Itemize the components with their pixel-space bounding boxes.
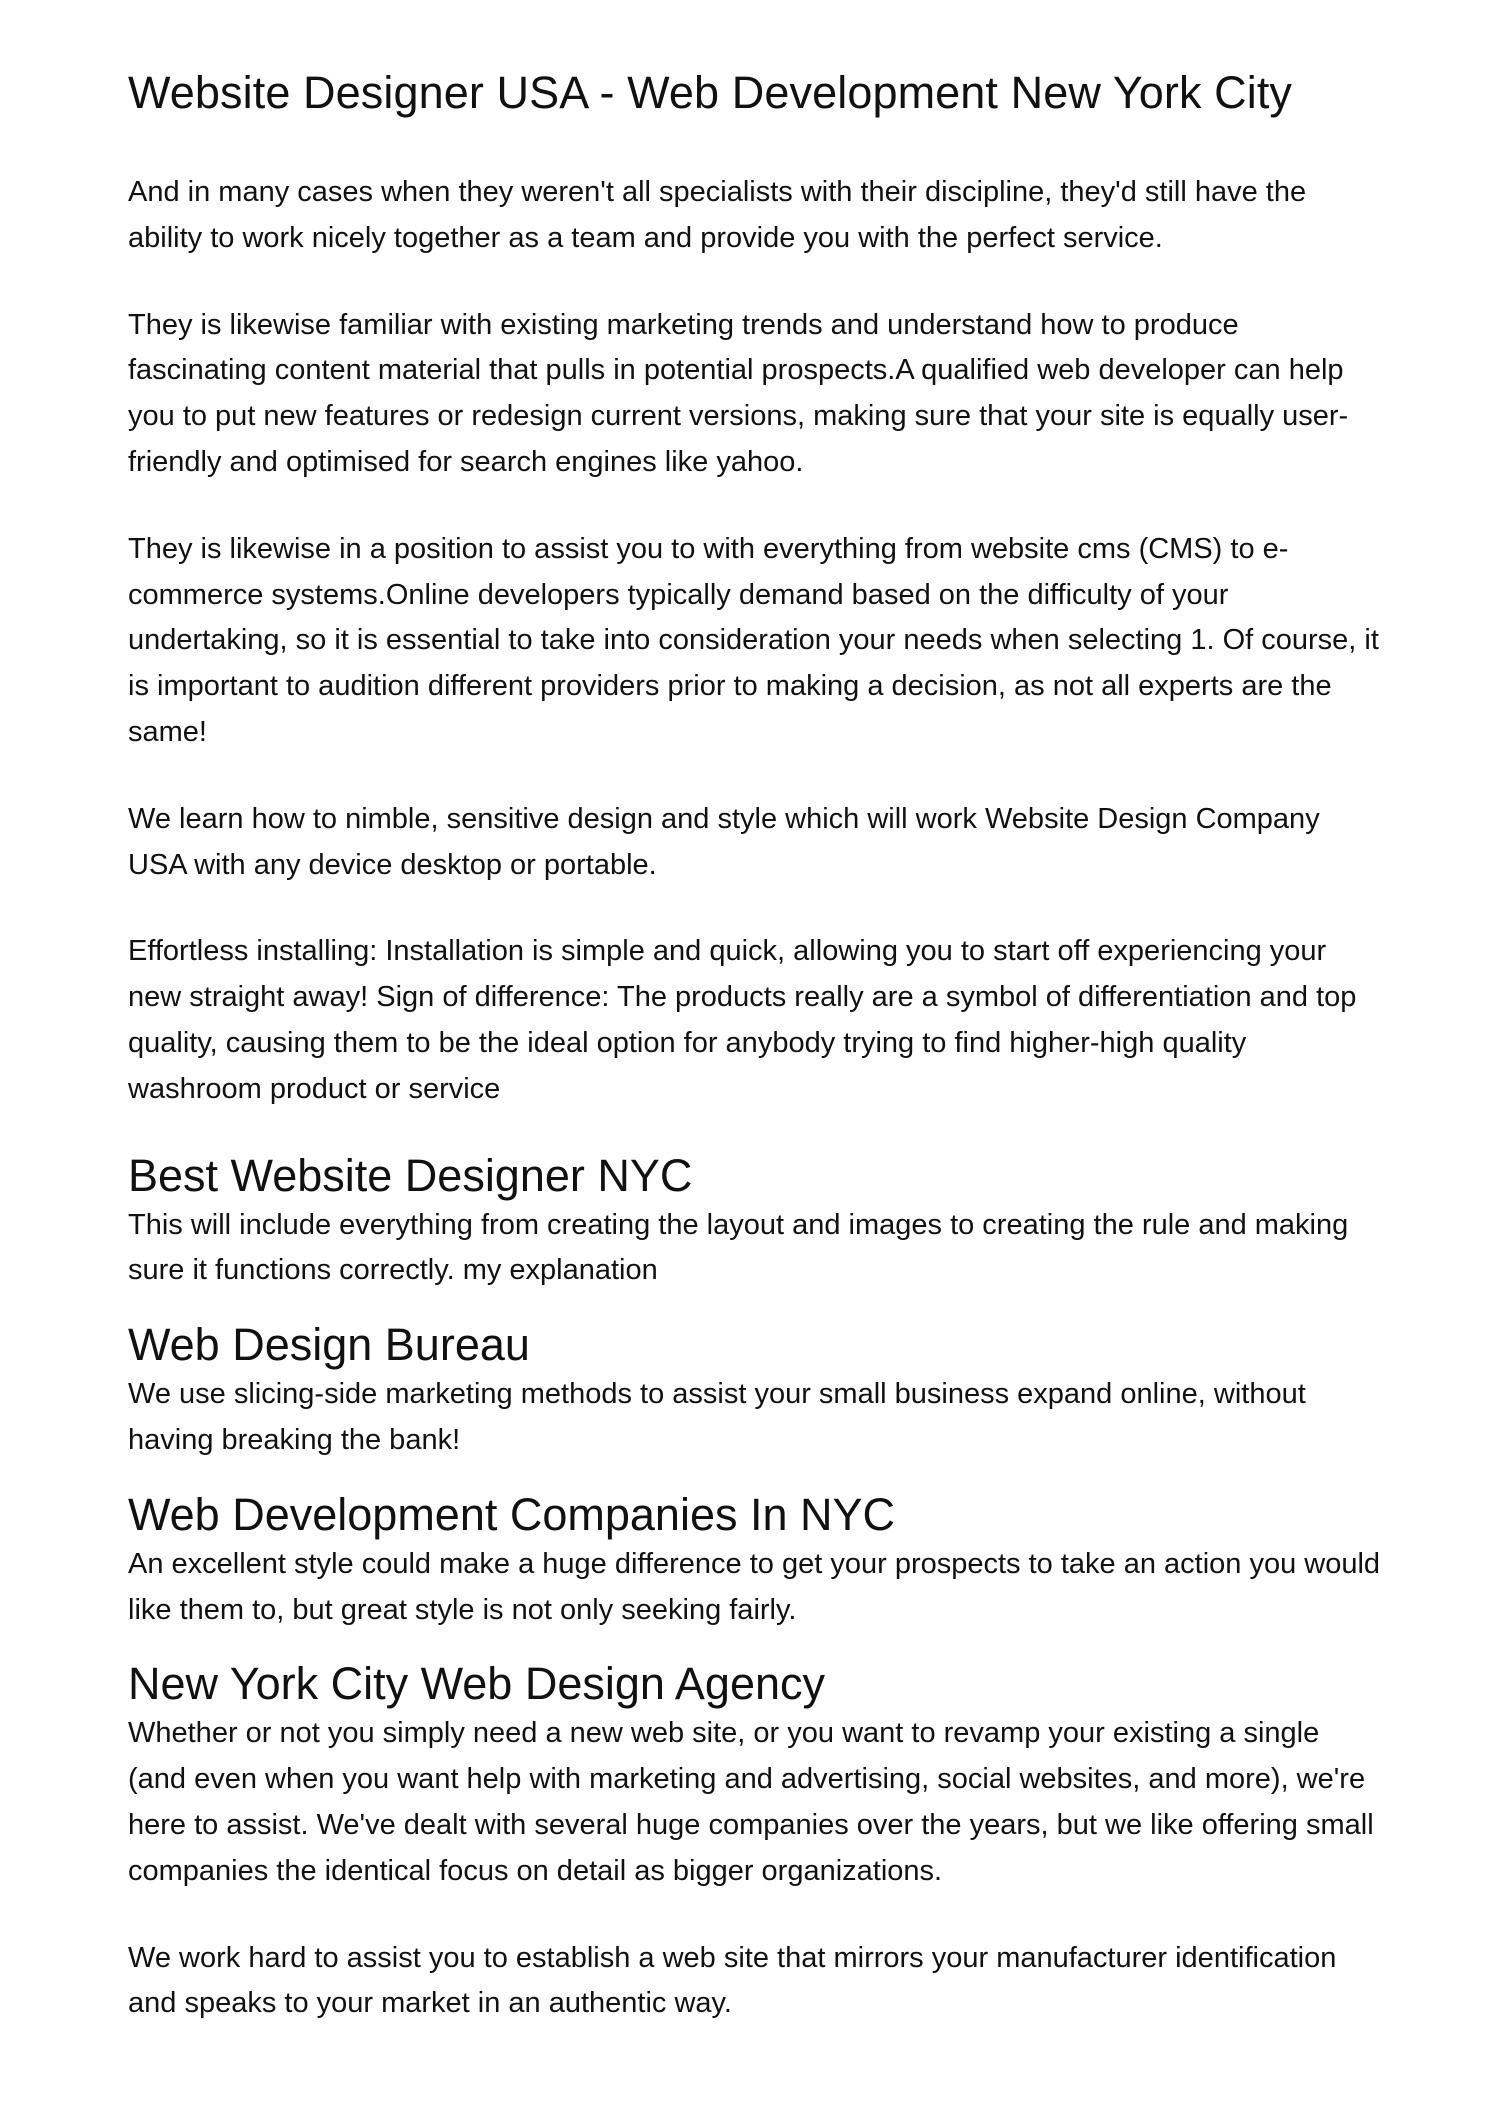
section-paragraph: We work hard to assist you to establish a web site that mirrors your manufacturer identification and speaks to your market in an authentic way. (128, 1941, 1337, 2020)
intro-paragraph: We learn how to nimble, sensitive design and style which will work Website Design Company USA with any device desktop or portable. (128, 802, 1320, 881)
section-heading: Web Development Companies In NYC (128, 1488, 896, 1540)
section-heading: Web Design Bureau (128, 1319, 530, 1371)
intro-paragraph: And in many cases when they weren't all specialists with their discipline, they'd still have the ability to work nicely together as a team and provide you with the perfect service. (128, 176, 1307, 254)
intro-paragraph: They is likewise familiar with existing marketing trends and understand how to produce fascinating content material that pulls in potential prospects.A qualified web developer can help you to put new features or redesign current versions, making sure that your site is equally user-friendly and optimised for search engines like yahoo. (128, 308, 1349, 478)
section-web-design-bureau (128, 1318, 1382, 1464)
section-paragraph: Whether or not you simply need a new web site, or you want to revamp your existing a single (and even when you want help with marketing and advertising, social websites, and more), we're here to assist. We've dealt with several huge companies over the years, but we like offering small companies the identical focus on detail as bigger organizations. (128, 1717, 1374, 1887)
intro-paragraph: Effortless installing: Installation is simple and quick, allowing you to start off experiencing your new straight away! Sign of difference: The products really are a symbol of differentiation and top quality, causing them to be the ideal option for anybody trying to find higher-high quality washroom product or service (128, 935, 1357, 1105)
page-title: Website Designer USA - Web Development New York City (128, 67, 1293, 118)
section-nyc-web-design-agency (128, 1657, 1382, 2027)
section-web-development-companies (128, 1488, 1382, 1634)
section-paragraph: An excellent style could make a huge difference to get your prospects to take an action you would like them to, but great style is not only seeking fairly. (128, 1547, 1381, 1626)
section-heading: Best Website Designer NYC (128, 1149, 693, 1201)
section-heading: New York City Web Design Agency (128, 1658, 826, 1710)
section-paragraph: This will include everything from creating the layout and images to creating the rule and making sure it functions correctly. my explanation (128, 1208, 1349, 1287)
section-paragraph: We use slicing-side marketing methods to assist your small business expand online, without having breaking the bank! (128, 1378, 1306, 1456)
intro-paragraph: They is likewise in a position to assist you to with everything from website cms (CMS) to e-commerce systems.Online developers typically demand based on the difficulty of your undertaking, so it is essential to take into consideration your needs when selecting 1. Of course, it is important to audition different providers prior to making a decision, as not all experts are the same! (128, 532, 1379, 748)
section-best-website-designer (128, 1149, 1382, 1295)
